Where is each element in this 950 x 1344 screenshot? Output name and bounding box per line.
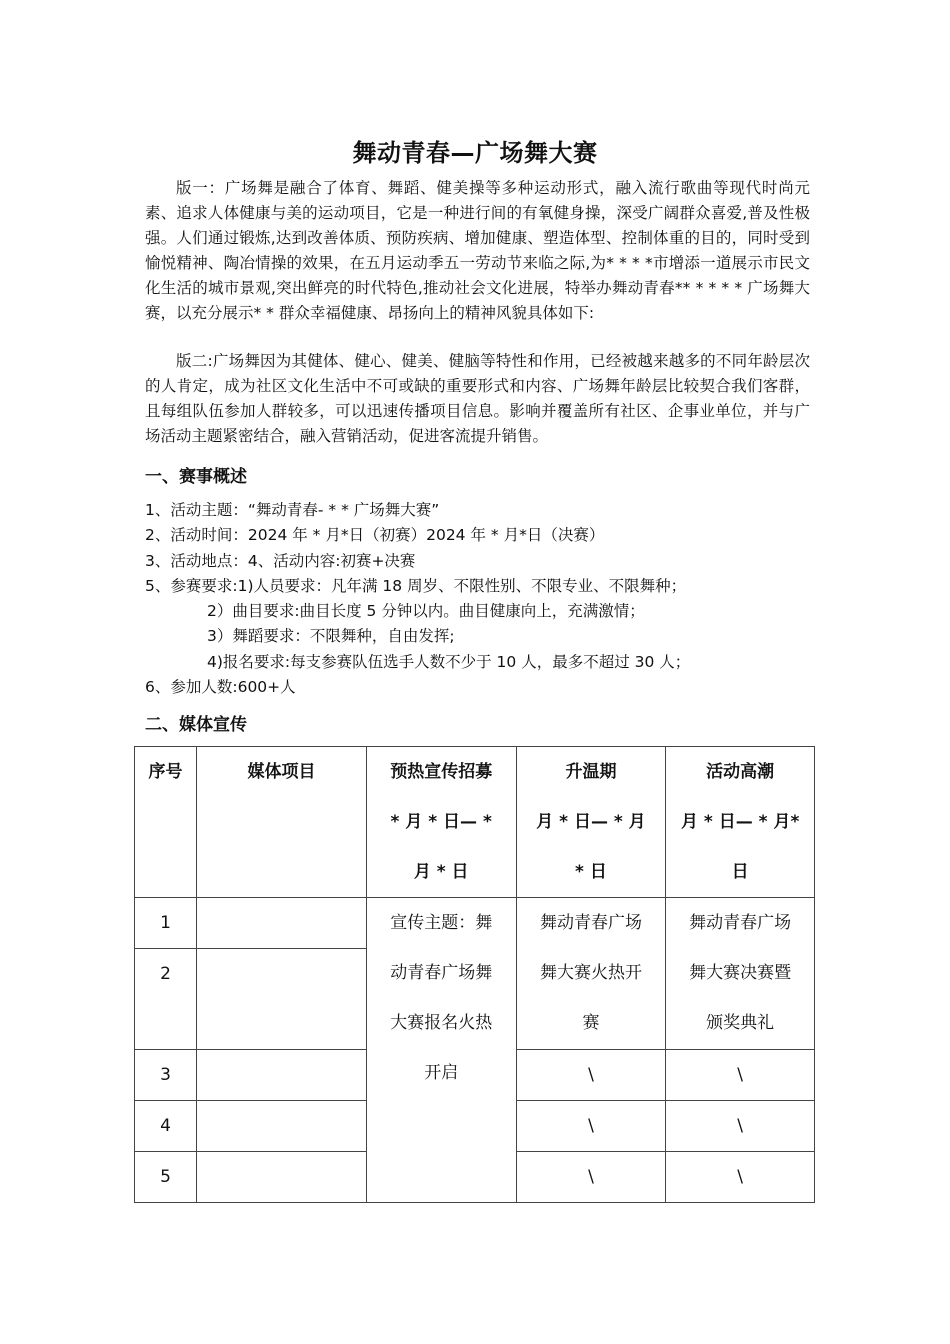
row-number: 1 [135, 898, 197, 949]
media-table [134, 746, 815, 1203]
list-sub-item: 2）曲目要求:曲目长度 5 分钟以内。曲目健康向上，充满激情； [207, 602, 645, 621]
header-line: * 日 [575, 862, 607, 882]
header-line: 月 * 日— * 月* [680, 812, 800, 832]
header-line: 日 [731, 862, 749, 882]
header-line: 月 * 日— * 月 [536, 812, 646, 832]
cell-line: 大赛报名火热 [390, 1013, 493, 1033]
list-sub-item: 4)报名要求:每支参赛队伍选手人数不少于 10 人，最多不超过 30 人； [207, 652, 691, 671]
phase2-empty: \ [516, 1152, 666, 1203]
cell-line: 颁奖典礼 [706, 1013, 775, 1033]
section-heading-overview: 一、赛事概述 [145, 467, 247, 487]
cell-line: 赛 [582, 1013, 600, 1033]
list-sub-item: 3）舞蹈要求：不限舞种，自由发挥; [207, 627, 455, 646]
header-media: 媒体项目 [197, 747, 367, 898]
list-item: 3、活动地点：4、活动内容:初赛+决赛 [145, 551, 416, 570]
phase1-cell [366, 898, 516, 1203]
media-cell [197, 898, 367, 949]
phase2-cell [516, 898, 666, 1050]
row-number: 5 [135, 1152, 197, 1203]
table-row [135, 898, 815, 949]
cell-line: 动青春广场舞 [390, 963, 493, 983]
phase3-empty: \ [666, 1152, 815, 1203]
header-phase-warmup [366, 747, 516, 898]
page-title: 舞动青春—广场舞大赛 [352, 139, 598, 167]
header-line: * 月 * 日— * [390, 812, 492, 832]
section-heading-media: 二、媒体宣传 [145, 715, 247, 735]
header-line: 月 * 日 [413, 862, 469, 882]
intro-paragraph-2: 版二:广场舞因为其健体、健心、健美、健脑等特性和作用，已经被越来越多的不同年龄层次的人肯定，成为社区文化生活中不可或缺的重要形式和内容、广场舞年龄层比较契合我们客群，且每组队伍参加人群较多，可以迅速传播项目信息。影响并覆盖所有社区、企事业单位，并与广场活动主题紧密结合，融入营销活动，促进客流提升销售。 [145, 352, 810, 445]
row-number: 4 [135, 1101, 197, 1152]
phase2-empty: \ [516, 1050, 666, 1101]
header-line: 活动高潮 [706, 762, 775, 782]
phase3-empty: \ [666, 1101, 815, 1152]
cell-line: 开启 [424, 1063, 459, 1083]
list-item: 1、活动主题：“舞动青春- * * 广场舞大赛” [145, 501, 440, 519]
header-phase-heating [516, 747, 666, 898]
header-phase-climax [666, 747, 815, 898]
table-header-row [135, 747, 815, 898]
cell-line: 宣传主题：舞 [390, 913, 493, 933]
intro-paragraph-1: 版一：广场舞是融合了体育、舞蹈、健美操等多种运动形式，融入流行歌曲等现代时尚元素、追求人体健康与美的运动项目，它是一种进行间的有氧健身操，深受广阔群众喜爱,普及性极强。人们通过锻炼,达到改善体质、预防疾病、增加健康、塑造体型、控制体重的目的，同时受到愉悦精神、陶冶情操的效果，在五月运动季五一劳动节来临之际,为* * * *市增添一道展示市民文化生活的城市景观,突出鲜亮的时代特色,推动社会文化进展，特举办舞动青春** * * * * 广场舞大赛，以充分展示* * 群众幸福健康、昂扬向上的精神风貌具体如下: [145, 179, 810, 322]
list-item: 5、参赛要求:1)人员要求：凡年满 18 周岁、不限性别、不限专业、不限舞种； [145, 576, 687, 595]
header-line: 预热宣传招募 [390, 762, 493, 782]
cell-line: 舞大赛决赛暨 [689, 963, 792, 983]
media-cell [197, 1152, 367, 1203]
cell-line: 舞动青春广场 [539, 913, 642, 933]
media-cell [197, 949, 367, 1050]
cell-line: 舞动青春广场 [689, 913, 792, 933]
row-number: 2 [135, 949, 197, 1050]
media-cell [197, 1050, 367, 1101]
phase3-cell [666, 898, 815, 1050]
header-no: 序号 [135, 747, 197, 898]
list-item: 6、参加人数:600+人 [145, 678, 296, 697]
overview-list [145, 498, 810, 700]
cell-line: 舞大赛火热开 [539, 963, 642, 983]
header-line: 升温期 [565, 762, 617, 782]
phase3-empty: \ [666, 1050, 815, 1101]
list-item: 2、活动时间：2024 年 * 月*日（初赛）2024 年 * 月*日（决赛） [145, 526, 605, 545]
phase2-empty: \ [516, 1101, 666, 1152]
row-number: 3 [135, 1050, 197, 1101]
media-cell [197, 1101, 367, 1152]
